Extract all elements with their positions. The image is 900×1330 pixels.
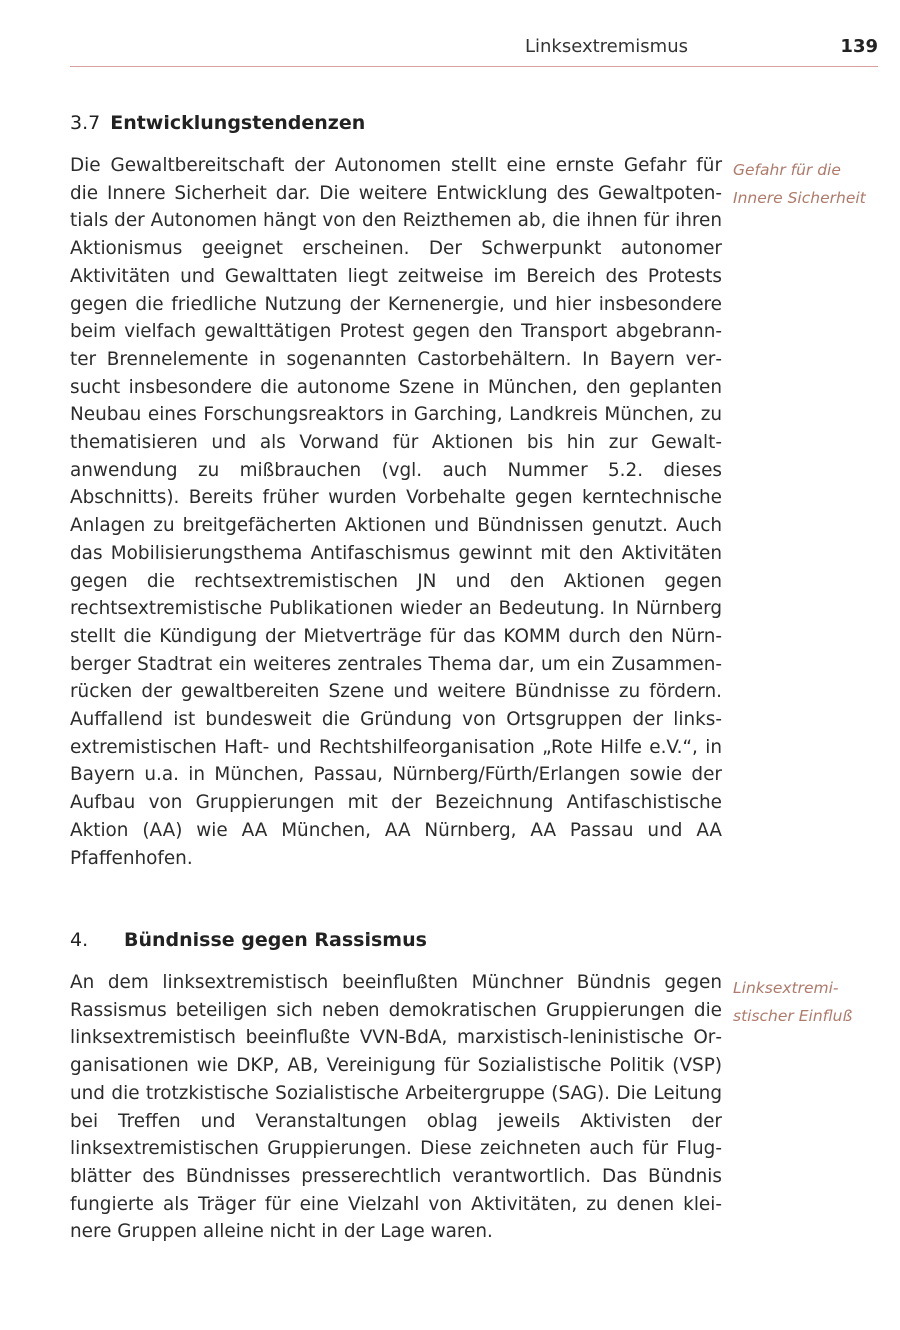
margin-note-line: Gefahr für die xyxy=(733,161,841,179)
section-heading xyxy=(70,929,722,951)
margin-note-influence xyxy=(733,975,883,1030)
section-number: 3.7 xyxy=(70,112,101,134)
section-heading xyxy=(70,112,722,134)
margin-note-threat xyxy=(733,157,883,212)
margin-note-line: stischer Einfluß xyxy=(733,1006,853,1025)
page-header xyxy=(70,36,878,67)
section-paragraph: An dem linksextremistisch beeinflußten Münchner Bündnis gegen Rassismus beteiligen sich neben demokratischen Gruppierungen die linksextremistisch beeinflußte VVN-BdA, marxistisch-leninistische Organisationen wie DKP, AB, Vereinigung für Sozialistische Politik (VSP) und die trotzkistische Sozialistische Arbeitergruppe (SAG). Die Leitung bei Treffen und Veranstaltungen oblag jeweils Aktivisten der linksextremistischen Gruppierungen. Diese zeichneten auch für Flugblätter des Bündnisses presserechtlich verantwortlich. Das Bündnis fungierte als Träger für eine Vielzahl von Aktivitäten, zu denen kleinere Gruppen alleine nicht in der Lage waren. xyxy=(70,972,722,1243)
running-title: Linksextremismus xyxy=(524,36,688,57)
section-number: 4. xyxy=(70,929,89,951)
margin-note-line: Innere Sicherheit xyxy=(733,188,866,207)
section-4 xyxy=(70,929,722,1246)
section-paragraph: Die Gewaltbereitschaft der Autonomen stellt eine ernste Gefahr für die Innere Sicherheit dar. Die weitere Entwicklung des Gewaltpotentials der Autonomen hängt von den Reizthemen ab, die ihnen für ihren Aktionismus geeignet erscheinen. Der Schwerpunkt autonomer Aktivitäten und Gewalttaten liegt zeitweise im Bereich des Protests gegen die friedliche Nutzung der Kernenergie, und hier insbesondere beim vielfach gewalttätigen Protest gegen den Transport abgebrannter Brennelemente in sogenannten Castorbehältern. In Bayern versucht insbesondere die autonome Szene in München, den geplanten Neubau eines Forschungsreaktors in Garching, Landkreis München, zu thematisieren und als Vorwand für Aktionen bis hin zur Gewaltanwendung zu mißbrauchen (vgl. auch Nummer 5.2. dieses Abschnitts). Bereits früher wurden Vorbehalte gegen kerntechnische Anlagen zu breitgefächerten Aktionen und Bündnissen genutzt. Auch das Mobilisierungsthema Antifaschismus gewinnt mit den Aktivitäten gegen die rechtsextremistischen JN und den Aktionen gegen rechtsextremistische Publikationen wieder an Bedeutung. In Nürnberg stellt die Kündigung der Mietverträge für das KOMM durch den Nürnberger Stadtrat ein weiteres zentrales Thema dar, um ein Zusammenrücken der gewaltbereiten Szene und weitere Bündnisse zu fördern. Auffallend ist bundesweit die Gründung von Ortsgruppen der linksextremistischen Haft- und Rechtshilfeorganisation „Rote Hilfe e.V.“, in Bayern u.a. in München, Passau, Nürnberg/Fürth/Erlangen sowie der Aufbau von Gruppierungen mit der Bezeichnung Antifaschistische Aktion (AA) wie AA München, AA Nürnberg, AA Passau und AA Pfaffenhofen. xyxy=(70,155,722,869)
margin-note-line: Linksextremi- xyxy=(733,979,839,997)
section-3-7 xyxy=(70,112,722,872)
section-title: Entwicklungstendenzen xyxy=(110,112,366,134)
section-title: Bündnisse gegen Rassismus xyxy=(124,929,427,951)
page-number: 139 xyxy=(840,36,878,57)
